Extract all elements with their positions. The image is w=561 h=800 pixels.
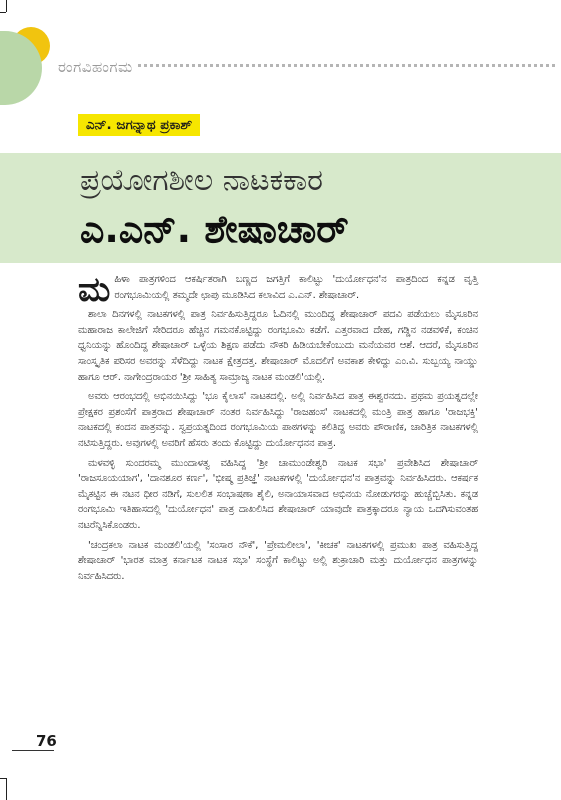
section-label: ರಂಗವಿಹಂಗಮ [58, 58, 133, 76]
paragraph-5: 'ಚಂದ್ರಕಲಾ ನಾಟಕ ಮಂಡಲಿ'ಯಲ್ಲಿ 'ಸಂಸಾರ ನೌಕೆ', 'ಪ್ರೇಮಲೀಲಾ', 'ಕೀಚಕ' ನಾಟಕಗಳಲ್ಲಿ ಪ್ರಮುಖ ಪಾತ್ರ ವಹಿಸುತ್ತಿದ್ದ ಶೇಷಾಚಾರ್ 'ಭಾರತ ಮಾತ್ರ ಕರ್ನಾಟಕ ನಾಟಕ ಸಭಾ' ಸಂಸ್ಥೆಗೆ ಕಾಲಿಟ್ಟು ಅಲ್ಲಿ ಶುಕ್ರಾಚಾರಿ ಮತ್ತು ದುರ್ಯೋಧನ ಪಾತ್ರಗಳನ್ನು ನಿರ್ವಹಿಸಿದರು. [78, 539, 478, 582]
crop-mark-bottom-left [6, 778, 7, 800]
paragraph-2: ಶಾಲಾ ದಿನಗಳಲ್ಲಿ ನಾಟಕಗಳಲ್ಲಿ ಪಾತ್ರ ನಿರ್ವಹಿಸುತ್ತಿದ್ದರೂ ಓದಿನಲ್ಲಿ ಮುಂದಿದ್ದ ಶೇಷಾಚಾರ್ ಪದವಿ ಪಡೆಯಲು ಮೈಸೂರಿನ ಮಹಾರಾಜ ಕಾಲೇಜಿಗೆ ಸೇರಿದರೂ ಹೆಚ್ಚಿನ ಗಮನಕೊಟ್ಟಿದ್ದು ರಂಗಭೂಮಿ ಕಡೆಗೆ. ಎತ್ತರವಾದ ದೇಹ, ಗಡ್ಡಿನ ನಡವಳಿಕೆ, ಕಂಚಿನ ಧ್ವನಿಯನ್ನು ಹೊಂದಿದ್ದ ಶೇಷಾಚಾರ್ ಒಳ್ಳೆಯ ಶಿಕ್ಷಣ ಪಡೆದು ನೌಕರಿ ಹಿಡಿಯಬೇಕೆಂಬುದು ಮನೆಯವರ ಆಶೆ. ಆದರೆ, ಮೈಸೂರಿನ ಸಾಂಸ್ಕೃತಿಕ ಪರಿಸರ ಅವರನ್ನು ಸೆಳೆದಿದ್ದು ನಾಟಕ ಕ್ಷೇತ್ರದತ್ತ. ಶೇಷಾಚಾರ್ ಮೊದಲಿಗೆ ಅವಕಾಶ ಕೇಳಿದ್ದು ಎಂ.ವಿ. ಸುಬ್ಬಯ್ಯ ನಾಯ್ಡು ಹಾಗೂ ಆರ್. ನಾಗೇಂದ್ರರಾಯರ 'ಶ್ರೀ ಸಾಹಿತ್ಯ ಸಾಮ್ರಾಜ್ಯ ನಾಟಕ ಮಂಡಲಿ'ಯಲ್ಲಿ. [78, 309, 478, 383]
paragraph-1 [78, 270, 478, 310]
page-number-rule [12, 750, 54, 751]
paragraph-4: ಮಳವಳ್ಳಿ ಸುಂದರಮ್ಮ ಮುಂದಾಳತ್ವ ವಹಿಸಿದ್ದ 'ಶ್ರೀ ಚಾಮುಂಡೇಶ್ವರಿ ನಾಟಕ ಸಭಾ' ಪ್ರವೇಶಿಸಿದ ಶೇಷಾಚಾರ್ 'ರಾಜಸೂಯಯಾಗ', 'ದಾನಶೂರ ಕರ್ಣ', 'ಭೀಷ್ಮ ಪ್ರತಿಜ್ಞೆ' ನಾಟಕಗಳಲ್ಲಿ 'ದುರ್ಯೋಧನ'ನ ಪಾತ್ರವನ್ನು ನಿರ್ವಹಿಸಿದರು. ಆಕರ್ಷಕ ಮೈಕಟ್ಟಿನ ಈ ನಟನ ಧೀರ ನಡಿಗೆ, ಸುಲಲಿತ ಸಂಭಾಷಣಾ ಶೈಲಿ, ಅನಾಯಾಸವಾದ ಅಭಿನಯ ನೋಡುಗರನ್ನು ಹುಚ್ಚೆಬ್ಬಿಸಿತು. ಕನ್ನಡ ರಂಗಭೂಮಿ ಇತಿಹಾಸದಲ್ಲಿ 'ದುರ್ಯೋಧನ' ಪಾತ್ರ ದಾಖಲಿಸಿದ ಶೇಷಾಚಾರ್ ಯಾವುದೇ ಪಾತ್ರಕ್ಕಾದರೂ ನ್ಯಾಯ ಒದಗಿಸುವಂತಹ ನಟರೆನ್ನಿಸಿಕೊಂಡರು. [78, 457, 478, 531]
crop-mark-top-left-h [0, 12, 6, 13]
dotted-rule [138, 64, 555, 67]
page-number: 76 [36, 732, 57, 750]
title-line-2: ಎ.ಎನ್. ಶೇಷಾಚಾರ್ [80, 207, 349, 251]
paragraph-3: ಅವರು ಆರಂಭದಲ್ಲಿ ಅಭಿನಯಿಸಿದ್ದು 'ಭೂ ಕೈಲಾಸ' ನಾಟಕದಲ್ಲಿ. ಅಲ್ಲಿ ನಿರ್ವಹಿಸಿದ ಪಾತ್ರ ಈಶ್ವರನದು. ಪ್ರಥಮ ಪ್ರಯತ್ನದಲ್ಲೇ ಪ್ರೇಕ್ಷಕರ ಪ್ರಶಂಸೆಗೆ ಪಾತ್ರರಾದ ಶೇಷಾಚಾರ್ ನಂತರ ನಿರ್ವಹಿಸಿದ್ದು 'ರಾಜಹಂಸ' ನಾಟಕದಲ್ಲಿ ಮಂತ್ರಿ ಪಾತ್ರ ಹಾಗೂ 'ರಾಜಭಕ್ತಿ' ನಾಟಕದಲ್ಲಿ ಕಂದನ ಪಾತ್ರವನ್ನು. ಸ್ವಪ್ರಯತ್ನದಿಂದ ರಂಗಭೂಮಿಯ ಪಾಠಗಳನ್ನು ಕಲಿತಿದ್ದ ಅವರು ಪೌರಾಣಿಕ, ಚಾರಿತ್ರಿಕ ನಾಟಕಗಳಲ್ಲಿ ನಟಿಸುತ್ತಿದ್ದರು. ಅವುಗಳಲ್ಲಿ ಅವರಿಗೆ ಹೆಸರು ತಂದು ಕೊಟ್ಟಿದ್ದು ದುರ್ಯೋಧನನ ಪಾತ್ರ. [78, 391, 478, 449]
title-line-1: ಪ್ರಯೋಗಶೀಲ ನಾಟಕಕಾರ [80, 163, 324, 198]
author-name: ಎನ್. ಜಗನ್ನಾಥ ಪ್ರಕಾಶ್ [78, 114, 200, 136]
crop-mark-bottom-left-h [0, 778, 6, 779]
paragraph-1-text: ಹಿಳಾ ಪಾತ್ರಗಳಿಂದ ಆಕರ್ಷಿತರಾಗಿ ಬಣ್ಣದ ಜಗತ್ತಿಗೆ ಕಾಲಿಟ್ಟು 'ದುರ್ಯೋಧನ'ನ ಪಾತ್ರದಿಂದ ಕನ್ನಡ ವೃತ್ತಿ ರಂಗಭೂಮಿಯಲ್ಲಿ ತಮ್ಮದೇ ಛಾಪು ಮೂಡಿಸಿದ ಕಲಾವಿದ ಎ.ಎನ್. ಶೇಷಾಚಾರ್. [114, 274, 478, 301]
article-body [78, 272, 478, 588]
drop-cap: ಮ [78, 270, 111, 310]
crop-mark-top-left [6, 0, 7, 12]
section-header [58, 58, 555, 80]
